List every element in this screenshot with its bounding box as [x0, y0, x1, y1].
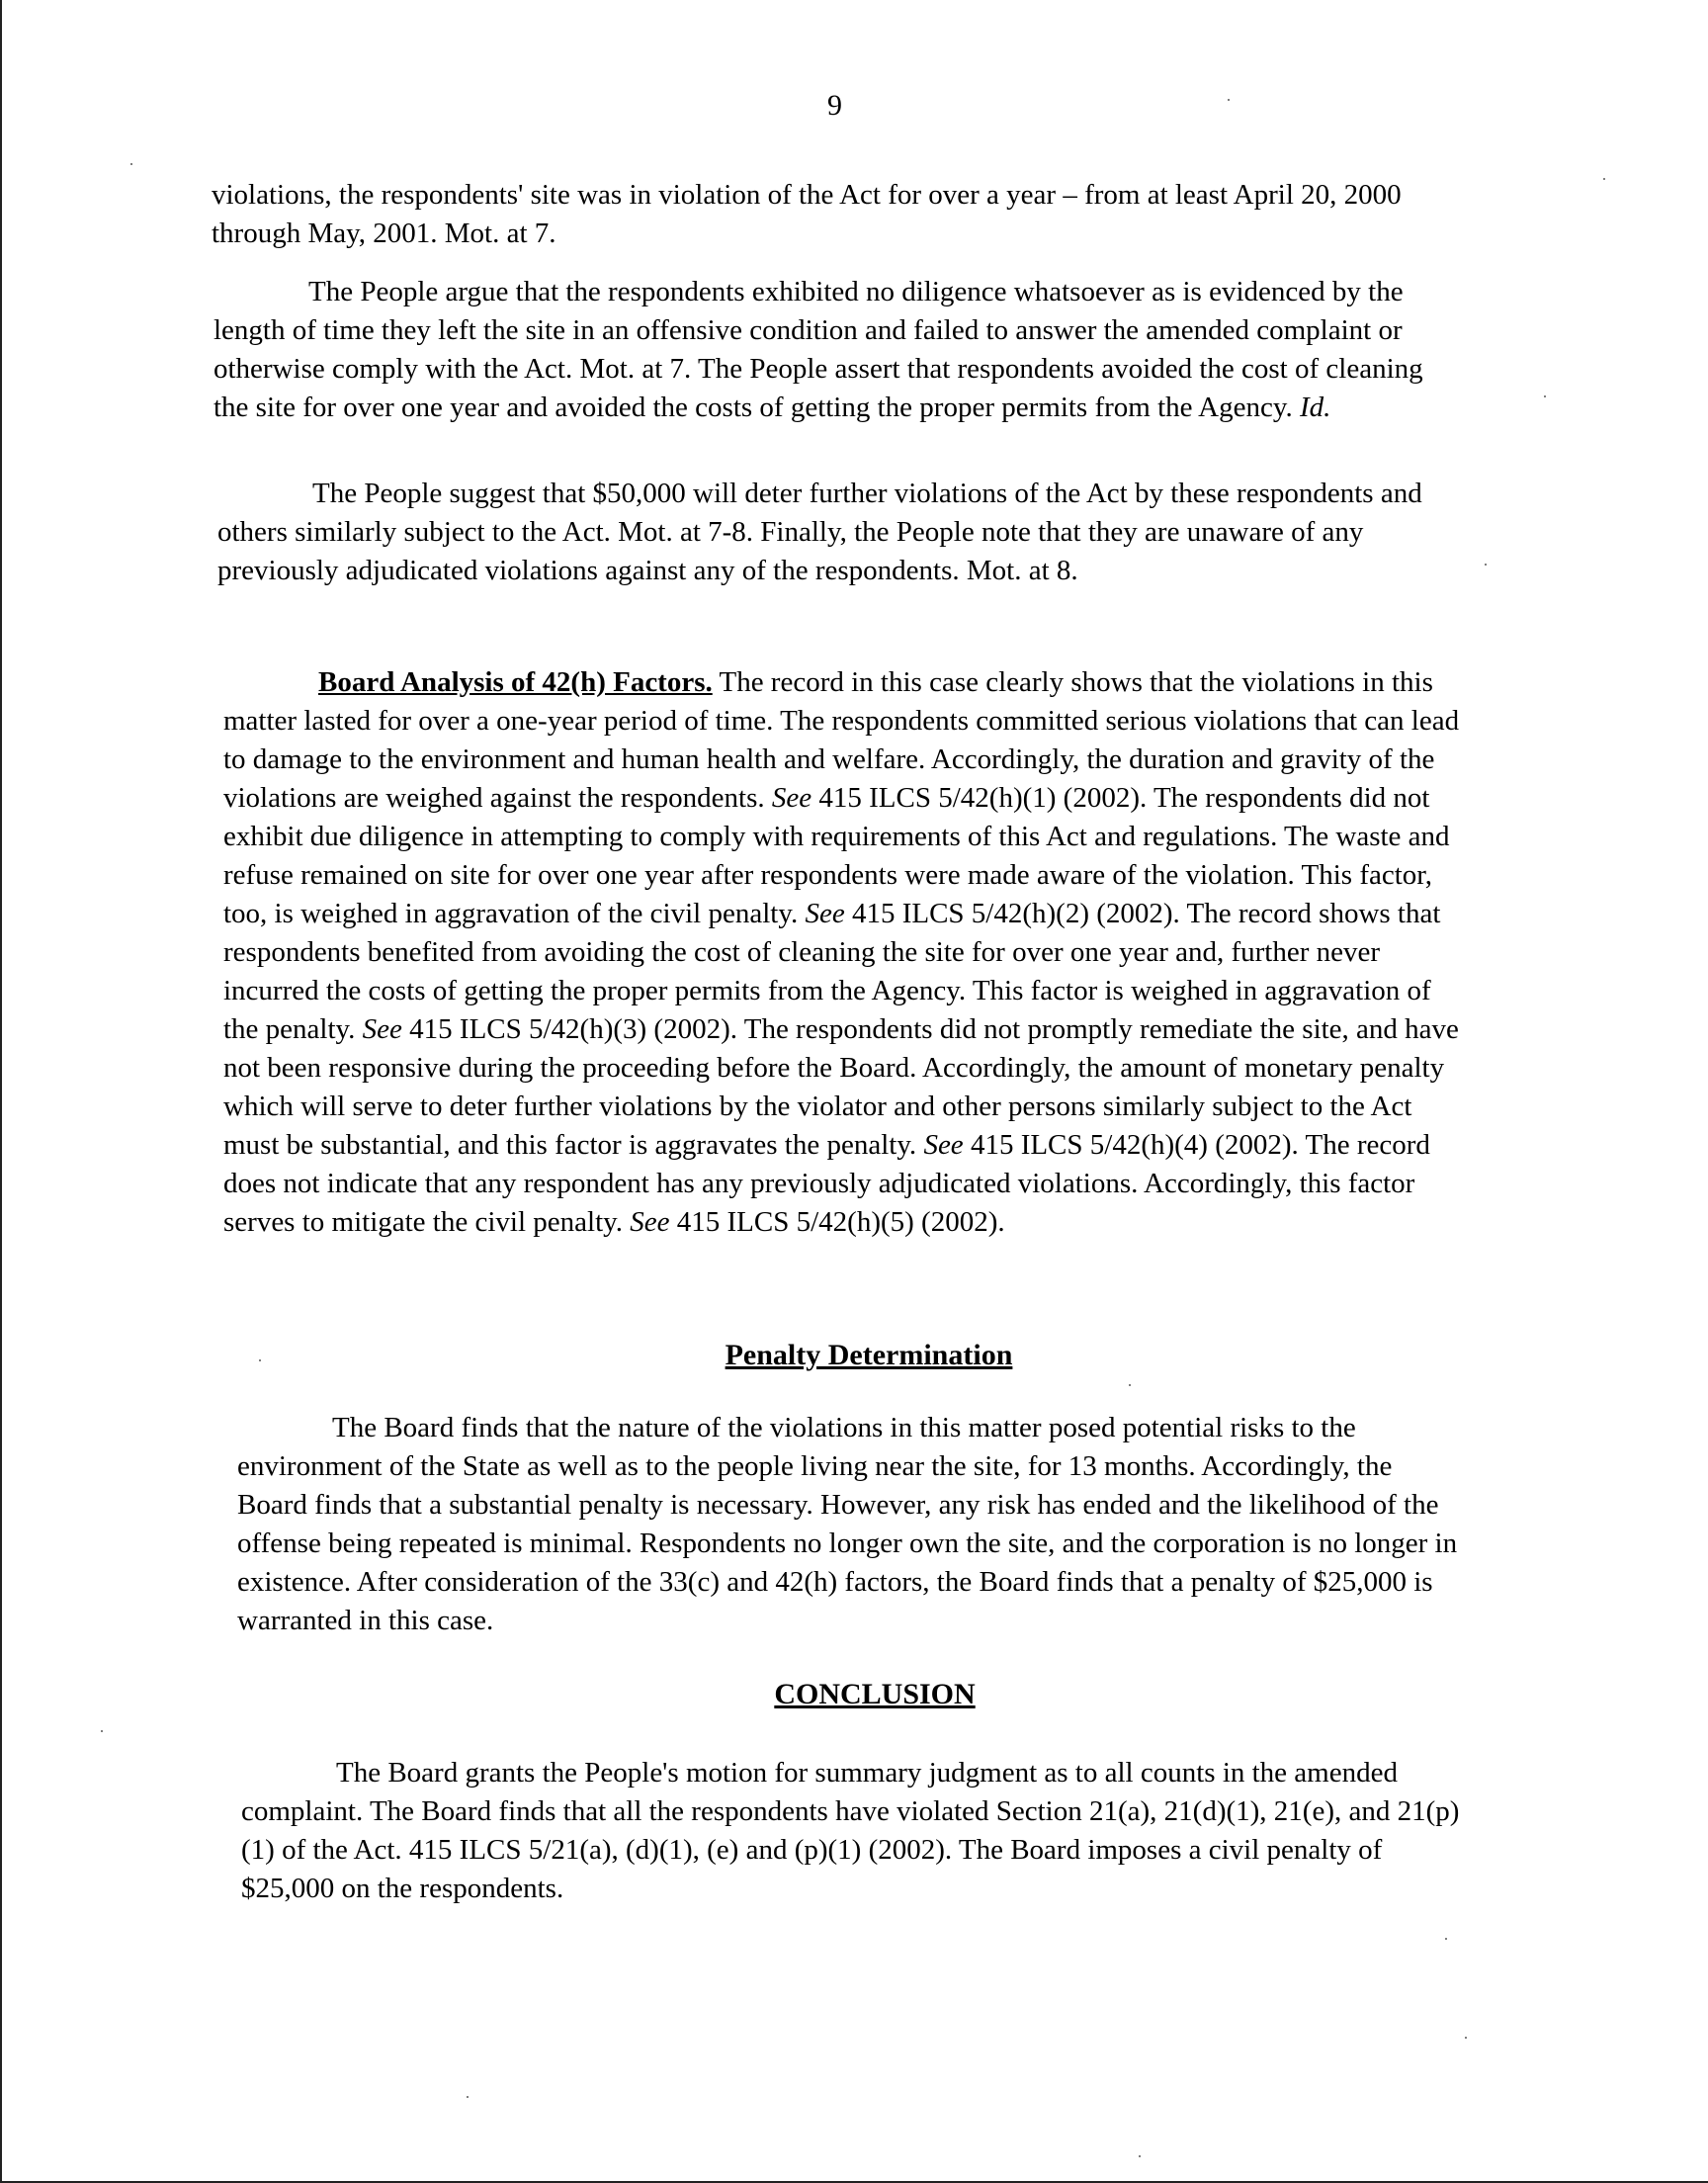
scan-speck — [467, 2096, 469, 2098]
paragraph-board-analysis — [223, 663, 1471, 1242]
see-signal-3: See — [362, 1013, 402, 1045]
paragraph-conclusion: The Board grants the People's motion for summary judgment as to all counts in the amended complaint. The Board finds that all the respondents have violated Section 21(a), 21(d)(1), 21(e), and 21(p)(1) of the Act. 415 ILCS 5/21(a), (d)(1), (e) and (p)(1) (2002). The Board imposes a civil penalty of $25,000 on the respondents. — [241, 1757, 1460, 1904]
paragraph-violations-duration: violations, the respondents' site was in violation of the Act for over a year – from at least April 20, 2000 through May, 2001. Mot. at 7. — [212, 179, 1402, 249]
board-analysis-text-3: 415 ILCS 5/42(h)(2) (2002). The record shows that respondents benefited from avoiding the cost of cleaning the site for over one year and, further never incurred the costs of getting the proper permits from the Agency. This factor is weighed in aggravation of the penalty. — [223, 898, 1441, 1045]
board-analysis-heading: Board Analysis of 42(h) Factors. — [318, 666, 713, 698]
citation-id: Id. — [1299, 392, 1331, 423]
scan-speck — [1139, 2155, 1141, 2157]
scan-speck — [1129, 1384, 1131, 1386]
scan-speck — [1485, 564, 1487, 566]
board-analysis-text-6: 415 ILCS 5/42(h)(5) (2002). — [669, 1206, 1005, 1238]
board-analysis-text-1: The record in this case clearly shows that the violations in this matter lasted for over a one-year period of time. The respondents committed serious violations that can lead to damage to the environment and human health and welfare. Accordingly, the duration and gravity of the violations are weighed against the respondents. — [223, 666, 1460, 814]
paragraph-people-argue — [214, 273, 1461, 427]
board-analysis-text-5: 415 ILCS 5/42(h)(4) (2002). The record does not indicate that any respondent has any previously adjudicated violations. Accordingly, this factor serves to mitigate the civil penalty. — [223, 1129, 1430, 1238]
scan-speck — [1465, 2037, 1467, 2039]
page-number: 9 — [827, 89, 842, 122]
paragraph-penalty-determination: The Board finds that the nature of the violations in this matter posed potential risks to the environment of the State as well as to the people living near the site, for 13 months. Accordingly, the Board finds that a substantial penalty is necessary. However, any risk has ended and the likelihood of the offense being repeated is minimal. Respondents no longer own the site, and the corporation is no longer in existence. After consideration of the 33(c) and 42(h) factors, the Board finds that a penalty of $25,000 is warranted in this case. — [237, 1412, 1458, 1636]
scan-speck — [101, 1730, 103, 1732]
scan-speck — [1544, 395, 1546, 397]
conclusion-heading: CONCLUSION — [774, 1678, 976, 1710]
scan-speck — [130, 163, 132, 165]
see-signal-2: See — [805, 898, 845, 929]
scan-speck — [259, 1359, 261, 1361]
see-signal-1: See — [771, 782, 812, 814]
see-signal-5: See — [630, 1206, 670, 1238]
board-analysis-text-4: 415 ILCS 5/42(h)(3) (2002). The respondents did not promptly remediate the site, and have not been responsive during the proceeding before the Board. Accordingly, the amount of monetary penalty which will serve to deter further violations by the violator and other persons similarly subject to the Act must be substantial, and this factor is aggravates the penalty. — [223, 1013, 1459, 1161]
penalty-determination-heading: Penalty Determination — [725, 1339, 1013, 1371]
paragraph-people-suggest: The People suggest that $50,000 will deter further violations of the Act by these respondents and others similarly subject to the Act. Mot. at 7-8. Finally, the People note that they are unaware of any previously adjudicated violations against any of the respondents. Mot. at 8. — [217, 478, 1422, 586]
board-analysis-text-2: 415 ILCS 5/42(h)(1) (2002). The respondents did not exhibit due diligence in attempting to comply with requirements of this Act and regulations. The waste and refuse remained on site for over one year after respondents were made aware of the violation. This factor, too, is weighed in aggravation of the civil penalty. — [223, 782, 1450, 929]
see-signal-4: See — [923, 1129, 964, 1161]
scan-speck — [1228, 99, 1230, 101]
paragraph-people-argue-text: The People argue that the respondents exhibited no diligence whatsoever as is evidenced by the length of time they left the site in an offensive condition and failed to answer the amended complaint or otherwise comply with the Act. Mot. at 7. The People assert that respondents avoided the cost of cleaning the site for over one year and avoided the costs of getting the proper permits from the Agency. — [214, 276, 1423, 423]
scan-speck — [1445, 1938, 1447, 1940]
scan-speck — [1603, 178, 1605, 180]
